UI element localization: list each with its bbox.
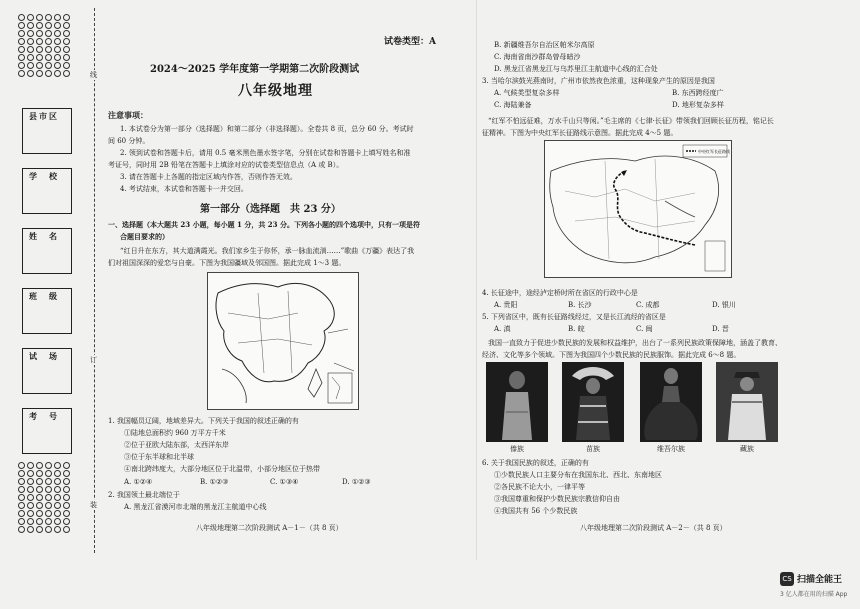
camscanner-logo-icon: CS xyxy=(780,572,794,586)
year-title: 2024～2025 学年度第一学期第二次阶段测试 xyxy=(150,64,360,75)
part1-instruction: 一、选择题（本大题共 23 小题，每小题 1 分，共 23 分。下列各小题的四个选项中，只有一项是符 xyxy=(108,220,420,229)
q1-stem: 1. 我国幅员辽阔，地域差异大。下列关于我国的叙述正确的有 xyxy=(108,417,299,425)
intro-line: 们对祖国深深的爱恋与自豪。下图为我国疆域及邻国图。据此完成 1～3 题。 xyxy=(108,259,346,267)
map-drawing xyxy=(545,141,731,277)
intro-line: “红日升在东方，其大道满霞光。我们家乡生于你怀，承一脉血流淌……”歌曲《万疆》表达了我 xyxy=(120,247,415,255)
footer-left: 八年级地理第二次阶段测试 A－1－（共 8 页） xyxy=(196,524,343,532)
q5-choice-d[interactable]: D. 晋 xyxy=(712,325,729,333)
notes-heading: 注意事项： xyxy=(108,110,148,120)
seal-line xyxy=(94,8,95,553)
longmarch-intro: “红军不怕远征难，万水千山只等闲。”毛主席的《七律·长征》带领我们回顾长征历程，铭记长 xyxy=(488,117,774,125)
q4-choice-c[interactable]: C. 成都 xyxy=(636,301,660,309)
miao-costume-photo xyxy=(562,362,624,442)
info-label: 姓 名 xyxy=(29,231,59,241)
exam-type: 试卷类型：A xyxy=(384,37,436,47)
q6-option: ④我国共有 56 个少数民族 xyxy=(494,507,578,515)
map-legend-label: 中央红军长征路线 xyxy=(698,149,730,154)
q3-stem: 3. 当哈尔滨鼓光燕南时，广州市依然夜色浓重，这种现象产生的原因是我国 xyxy=(482,77,715,85)
q1-option: ④南北跨纬度大，大部分地区位于北温带，小部分地区位于热带 xyxy=(124,465,320,473)
minority-intro: 我国一直致力于促进少数民族的发展和权益维护，出台了一系列民族政策保障地，涵盖了教育、 xyxy=(488,339,782,347)
seal-char: 装 xyxy=(90,501,97,509)
q1-option: ③位于东半球和北半球 xyxy=(124,453,194,461)
q1-choice-d[interactable]: D. ①②③ xyxy=(342,478,371,486)
photo-caption-uyghur: 维吾尔族 xyxy=(657,445,685,453)
photo-caption-dai: 傣族 xyxy=(510,445,524,453)
part1-heading: 第一部分（选择题 共 23 分） xyxy=(200,204,341,215)
q3-choice-a[interactable]: A. 气候类型复杂多样 xyxy=(494,89,560,97)
info-label: 县市区 xyxy=(29,111,59,121)
note-line: 1. 本试卷分为第一部分（选择题）和第二部分（非选择题）。全卷共 8 页，总分 60 分。考试时 xyxy=(120,125,414,133)
china-territory-map xyxy=(207,272,359,410)
q5-choice-c[interactable]: C. 闽 xyxy=(636,325,653,333)
info-box-exam-number[interactable] xyxy=(22,408,72,454)
q6-option: ②各民族不论大小，一律平等 xyxy=(494,483,585,491)
note-line: 2. 领到试卷和答题卡后，请用 0.5 毫米黑色墨水签字笔，分别在试卷和答题卡上填写姓名和准 xyxy=(120,149,411,157)
info-box-county[interactable] xyxy=(22,108,72,154)
q2-choice-b[interactable]: B. 新疆维吾尔自治区帕米尔高原 xyxy=(494,41,595,49)
note-line: 4. 考试结束，本试卷和答题卡一并交回。 xyxy=(120,185,248,193)
info-label: 学 校 xyxy=(29,171,59,181)
q1-choice-a[interactable]: A. ①②④ xyxy=(124,478,153,486)
decorative-dots-bottom xyxy=(18,462,70,533)
q6-option: ①少数民族人口主要分布在我国东北、西北、东南地区 xyxy=(494,471,662,479)
info-box-school[interactable] xyxy=(22,168,72,214)
info-label: 考 号 xyxy=(29,411,59,421)
scanner-tagline: 3 亿人都在用的扫描 App xyxy=(780,591,848,598)
seal-char: 订 xyxy=(90,356,97,364)
info-label: 班 级 xyxy=(29,291,59,301)
subject-title: 八年级地理 xyxy=(238,83,313,99)
q4-choice-b[interactable]: B. 长沙 xyxy=(568,301,592,309)
minority-intro: 经济、文化等多个领域。下图为我国四个少数民族的民族服饰。据此完成 6～8 题。 xyxy=(482,351,741,359)
map-drawing xyxy=(208,273,358,409)
q3-choice-b[interactable]: B. 东西跨经度广 xyxy=(672,89,724,97)
photo-caption-miao: 苗族 xyxy=(586,445,600,453)
q2-choice-d[interactable]: D. 黑龙江省黑龙江与乌苏里江主航道中心线的汇合处 xyxy=(494,65,658,73)
binding-strip xyxy=(0,0,100,560)
seal-char: 线 xyxy=(90,71,97,79)
q1-choice-b[interactable]: B. ①②③ xyxy=(200,478,229,486)
q1-option: ②位于亚欧大陆东部，太西洋东岸 xyxy=(124,441,229,449)
page-divider xyxy=(476,0,477,560)
q3-choice-c[interactable]: C. 海陆兼备 xyxy=(494,101,532,109)
photo-caption-tibetan: 藏族 xyxy=(740,445,754,453)
q4-stem: 4. 长征途中，途经泸定桥时所在省区的行政中心是 xyxy=(482,289,638,297)
note-line: 间 60 分钟。 xyxy=(108,137,150,145)
note-line: 3. 请在答题卡上各题的指定区域内作答，否则作答无效。 xyxy=(120,173,297,181)
footer-right: 八年级地理第二次阶段测试 A－2－（共 8 页） xyxy=(580,524,727,532)
q4-choice-d[interactable]: D. 银川 xyxy=(712,301,736,309)
q2-stem: 2. 我国领土最北端位于 xyxy=(108,491,180,499)
info-box-name[interactable] xyxy=(22,228,72,274)
q3-choice-d[interactable]: D. 地形复杂多样 xyxy=(672,101,724,109)
part1-instruction: 合题目要求的） xyxy=(120,232,169,241)
info-label: 试 场 xyxy=(29,351,59,361)
q2-choice-a[interactable]: A. 黑龙江省漠河市北端的黑龙江主航道中心线 xyxy=(124,503,267,511)
q5-choice-b[interactable]: B. 皖 xyxy=(568,325,585,333)
q1-option: ①陆地总面积约 960 万平方千米 xyxy=(124,429,226,437)
q6-option: ③我国尊重和保护少数民族宗教信仰自由 xyxy=(494,495,620,503)
q5-choice-a[interactable]: A. 滇 xyxy=(494,325,511,333)
info-box-class[interactable] xyxy=(22,288,72,334)
longmarch-intro: 征精神。下图为中央红军长征路线示意图。据此完成 4～5 题。 xyxy=(482,129,678,137)
decorative-dots-top xyxy=(18,14,70,77)
q6-stem: 6. 关于我国民族的叙述，正确的有 xyxy=(482,459,589,467)
scanner-brand: 扫描全能王 xyxy=(797,575,843,585)
q5-stem: 5. 下列省区中，既有长征路线经过，又是长江流经的省区是 xyxy=(482,313,666,321)
q4-choice-a[interactable]: A. 贵阳 xyxy=(494,301,518,309)
uyghur-costume-photo xyxy=(640,362,702,442)
long-march-map xyxy=(544,140,732,278)
tibetan-costume-photo xyxy=(716,362,778,442)
info-box-room[interactable] xyxy=(22,348,72,394)
q1-choice-c[interactable]: C. ①③④ xyxy=(270,478,299,486)
dai-costume-photo xyxy=(486,362,548,442)
note-line: 考证号，同时用 2B 铅笔在答题卡上填涂对应的试卷类型信息点（A 或 B）。 xyxy=(108,161,344,169)
q2-choice-c[interactable]: C. 海南省南沙群岛曾母暗沙 xyxy=(494,53,581,61)
